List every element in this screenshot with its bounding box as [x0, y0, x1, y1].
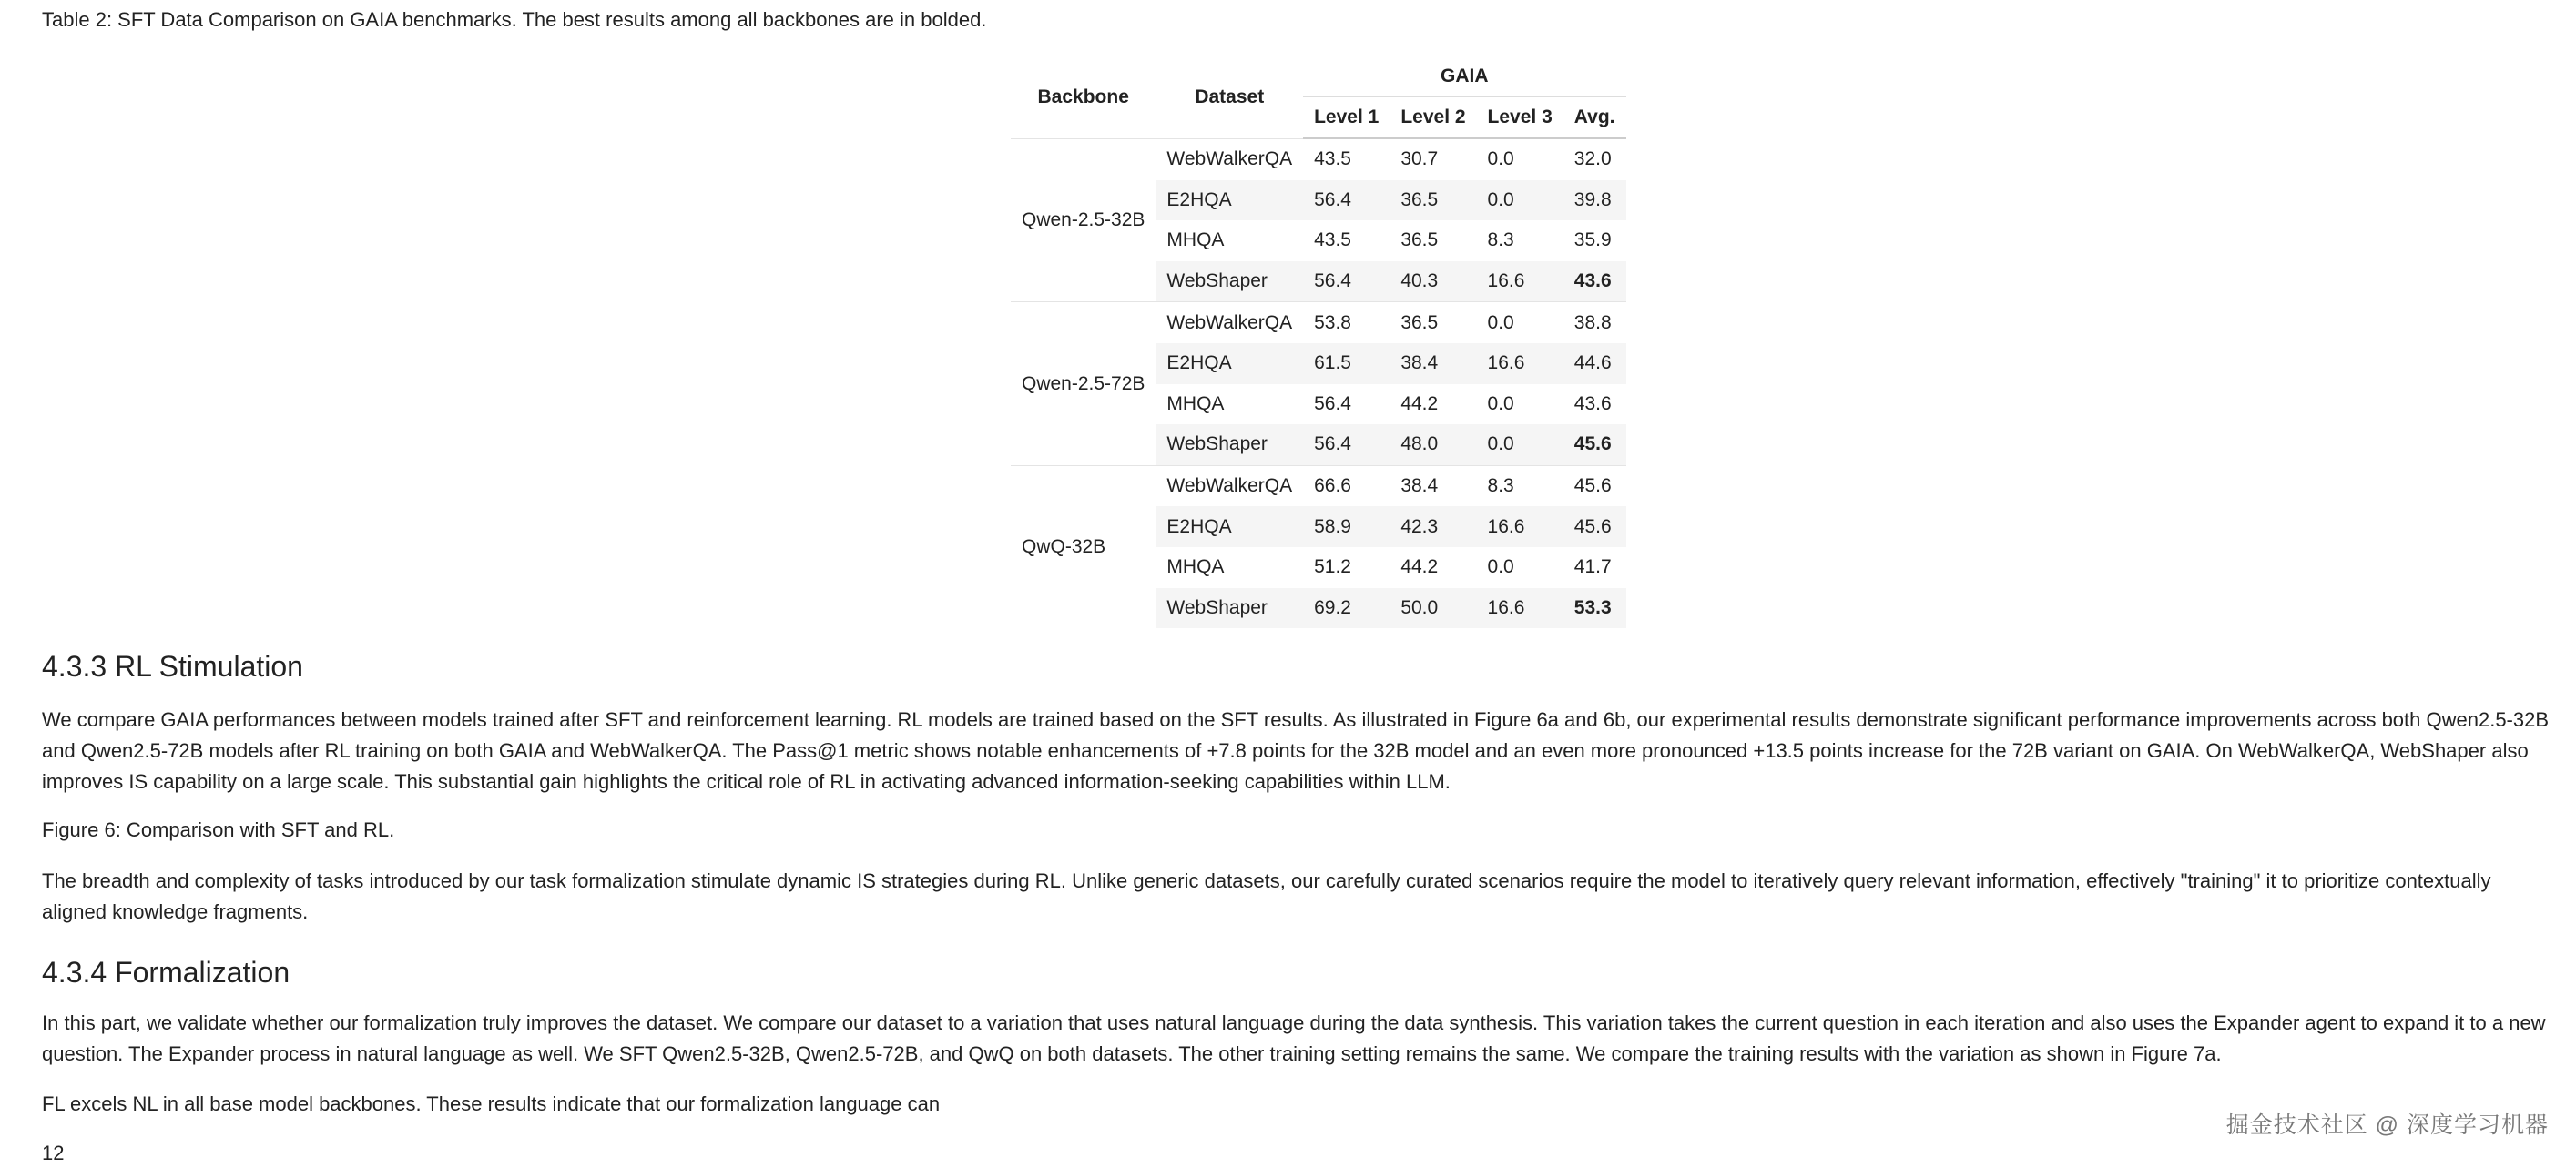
avg-cell: 41.7 — [1573, 556, 1612, 578]
level3-cell: 16.6 — [1477, 261, 1563, 302]
figure-caption: Figure 6: Comparison with SFT and RL. — [42, 818, 395, 841]
level2-cell: 38.4 — [1390, 343, 1476, 384]
avg-cell-best: 45.6 — [1563, 424, 1626, 465]
level3-cell: 0.0 — [1477, 424, 1563, 465]
level1-cell: 61.5 — [1303, 343, 1390, 384]
table-caption: Table 2: SFT Data Comparison on GAIA benchmarks. The best results among all backbones are in bolded. — [42, 8, 987, 31]
dataset-cell: E2HQA — [1156, 343, 1303, 384]
avg-cell: 32.0 — [1563, 138, 1626, 180]
level1-cell: 66.6 — [1303, 465, 1390, 506]
level1-cell: 56.4 — [1303, 424, 1390, 465]
level1-cell: 58.9 — [1303, 506, 1390, 547]
header-backbone: Backbone — [1037, 86, 1129, 107]
header-avg: Avg. — [1563, 97, 1626, 139]
dataset-cell: MHQA — [1166, 229, 1225, 251]
paragraph-formalization-1: In this part, we validate whether our formalization truly improves the dataset. We compare our dataset to a variation that uses natural language during the data synthesis. This variation takes the current question in each iteration and also uses the Expander agent to expand it to a new question. The Expander process in natural language as well. We SFT Qwen2.5-32B, Qwen2.5-72B, and QwQ on both datasets. The other training setting remains the same. We compare the training results with the variation as shown in Figure 7a. — [42, 1011, 2546, 1065]
table-row — [1011, 302, 1626, 343]
header-level3: Level 3 — [1477, 97, 1563, 139]
level2-cell: 42.3 — [1390, 506, 1476, 547]
table-row — [1011, 138, 1626, 180]
header-gaia: GAIA — [1303, 56, 1625, 97]
dataset-cell: WebShaper — [1156, 261, 1303, 302]
dataset-cell: WebWalkerQA — [1156, 302, 1303, 343]
level2-cell: 40.3 — [1390, 261, 1476, 302]
level2-cell: 44.2 — [1400, 392, 1439, 414]
watermark: 掘金技术社区 @ 深度学习机器 — [2225, 1112, 2549, 1138]
avg-cell: 44.6 — [1563, 343, 1626, 384]
table-row — [1011, 465, 1626, 506]
level2-cell: 36.5 — [1390, 180, 1476, 221]
level3-cell: 0.0 — [1487, 556, 1514, 578]
header-level2: Level 2 — [1390, 97, 1476, 139]
level1-cell: 69.2 — [1303, 588, 1390, 629]
avg-cell-best: 43.6 — [1563, 261, 1626, 302]
level1-cell: 56.4 — [1303, 261, 1390, 302]
backbone-cell: Qwen-2.5-32B — [1011, 138, 1156, 302]
level3-cell: 0.0 — [1477, 138, 1563, 180]
paragraph-rl-2: The breadth and complexity of tasks introduced by our task formalization stimulate dynamic IS strategies during RL. Unlike generic datasets, our carefully curated scenarios require the model to iteratively query relevant information, effectively "training" it to prioritize contextually aligned knowledge fragments. — [42, 869, 2491, 923]
level3-cell: 16.6 — [1477, 506, 1563, 547]
level2-cell: 44.2 — [1400, 556, 1439, 578]
level2-cell: 38.4 — [1390, 465, 1476, 506]
level1-cell: 56.4 — [1303, 180, 1390, 221]
avg-cell: 39.8 — [1563, 180, 1626, 221]
dataset-cell: WebShaper — [1156, 424, 1303, 465]
avg-cell: 43.6 — [1573, 392, 1612, 414]
level1-cell: 53.8 — [1303, 302, 1390, 343]
level3-cell: 0.0 — [1477, 302, 1563, 343]
level3-cell: 8.3 — [1477, 465, 1563, 506]
level1-cell: 43.5 — [1314, 229, 1351, 251]
avg-cell: 45.6 — [1563, 506, 1626, 547]
paragraph-rl-1: We compare GAIA performances between models trained after SFT and reinforcement learning. RL models are trained based on the SFT results. As illustrated in Figure 6a and 6b, our experimental results demonstrate significant performance improvements across both Qwen2.5-32B and Qwen2.5-72B models after RL training on both GAIA and WebWalkerQA. The Pass@1 metric shows notable enhancements of +7.8 points for the 32B model and an even more pronounced +13.5 points increase for the 72B variant on GAIA. On WebWalkerQA, WebShaper also improves IS capability on a large scale. This substantial gain highlights the critical role of RL in activating advanced information-seeking capabilities within LLM. — [42, 708, 2550, 793]
avg-cell: 38.8 — [1563, 302, 1626, 343]
backbone-cell: Qwen-2.5-72B — [1011, 302, 1156, 465]
dataset-cell: WebWalkerQA — [1156, 465, 1303, 506]
level2-cell: 48.0 — [1390, 424, 1476, 465]
level3-cell: 0.0 — [1477, 180, 1563, 221]
paragraph-formalization-2: FL excels NL in all base model backbones. These results indicate that our formalization language can — [42, 1092, 941, 1115]
header-level1: Level 1 — [1303, 97, 1390, 139]
page-number: 12 — [42, 1142, 65, 1164]
level2-cell: 36.5 — [1400, 229, 1439, 251]
level2-cell: 36.5 — [1390, 302, 1476, 343]
avg-cell: 45.6 — [1563, 465, 1626, 506]
backbone-cell: QwQ-32B — [1011, 465, 1156, 628]
dataset-cell: WebWalkerQA — [1156, 138, 1303, 180]
level3-cell: 8.3 — [1487, 229, 1514, 251]
level1-cell: 43.5 — [1303, 138, 1390, 180]
level2-cell: 50.0 — [1390, 588, 1476, 629]
level3-cell: 16.6 — [1477, 588, 1563, 629]
level1-cell: 51.2 — [1314, 556, 1351, 578]
avg-cell: 35.9 — [1573, 229, 1612, 251]
dataset-cell: MHQA — [1166, 392, 1225, 414]
dataset-cell: E2HQA — [1156, 180, 1303, 221]
level3-cell: 16.6 — [1477, 343, 1563, 384]
gaia-results-table — [1011, 56, 1626, 628]
level1-cell: 56.4 — [1314, 392, 1351, 414]
header-dataset: Dataset — [1195, 86, 1265, 107]
dataset-cell: WebShaper — [1156, 588, 1303, 629]
level3-cell: 0.0 — [1487, 392, 1514, 414]
avg-cell-best: 53.3 — [1563, 588, 1626, 629]
dataset-cell: E2HQA — [1156, 506, 1303, 547]
section-title-rl-stimulation: 4.3.3 RL Stimulation — [42, 650, 303, 683]
dataset-cell: MHQA — [1166, 556, 1225, 578]
section-title-formalization: 4.3.4 Formalization — [42, 956, 290, 989]
level2-cell: 30.7 — [1390, 138, 1476, 180]
